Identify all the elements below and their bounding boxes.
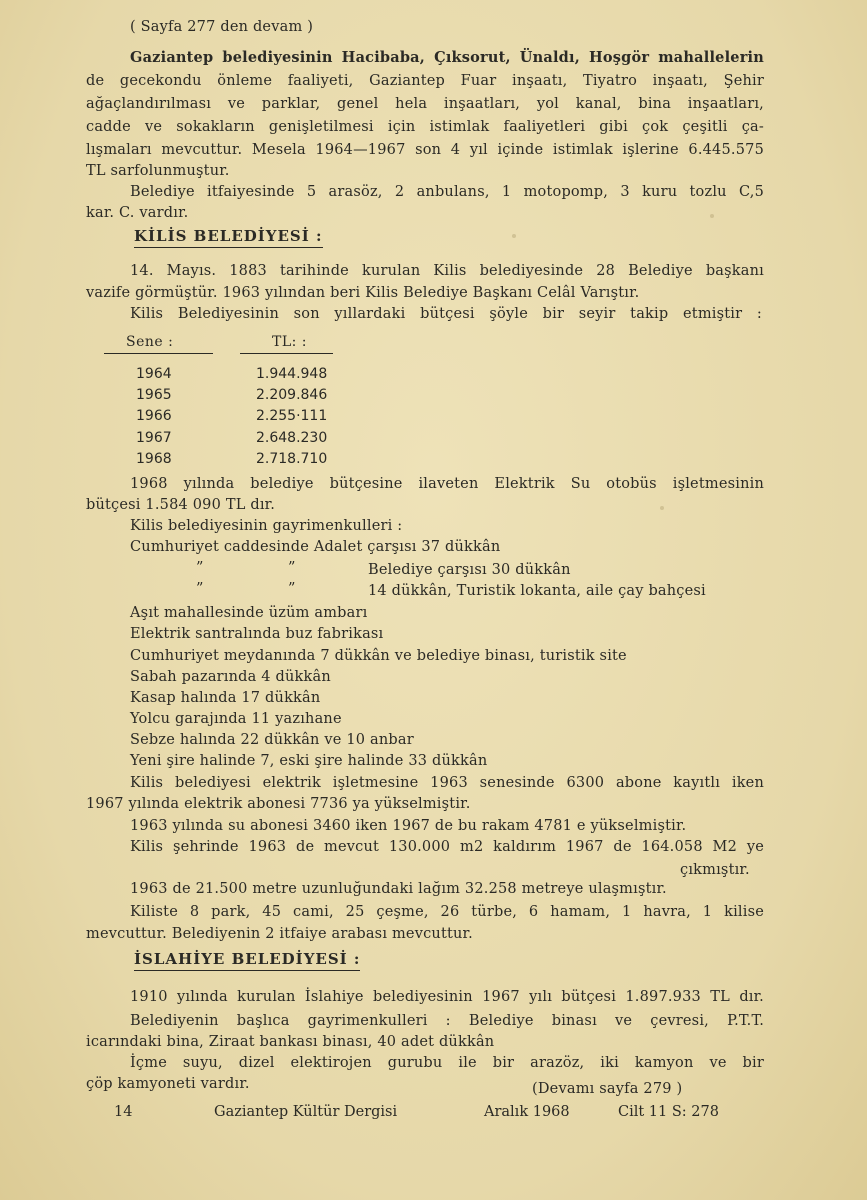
parks-line: Kiliste 8 park, 45 cami, 25 çeşme, 26 türbe, 6 hamam, 1 havra, 1 kilise <box>130 904 764 920</box>
paper-speck <box>512 234 516 238</box>
table-cell-amount: 2.718.710 <box>256 451 328 467</box>
islahiye-estate-line: Belediyenin başlıca gayrimenkulleri : Belediye binası ve çevresi, P.T.T. <box>130 1013 764 1029</box>
table-header-year: Sene : <box>126 334 173 350</box>
issue-date: Aralık 1968 <box>484 1104 570 1120</box>
paper-speck <box>710 214 714 218</box>
bus-budget-line: bütçesi 1.584 090 TL dır. <box>86 497 276 513</box>
kilis-intro-line: Kilis Belediyesinin son yıllardaki bütçesi şöyle bir seyir takip etmiştir : <box>130 306 762 322</box>
paragraph-line: Gaziantep belediyesinin Hacibaba, Çıksorut, Ünaldı, Hoşgör mahallelerin <box>130 49 764 66</box>
kilis-intro-line: vazife görmüştür. 1963 yılından beri Kilis Belediye Başkanı Celâl Varıştır. <box>86 285 640 301</box>
continued-on-note: (Devamı sayfa 279 ) <box>532 1081 683 1097</box>
section-heading-islahiye: İSLAHİYE BELEDİYESİ : <box>134 950 360 968</box>
estate-item: 14 dükkân, Turistik lokanta, aile çay bahçesi <box>368 583 706 599</box>
islahiye-estate-line: icarındaki bina, Ziraat bankası binası, 40 adet dükkân <box>86 1034 495 1050</box>
paper-speck <box>660 506 664 510</box>
kilis-intro-line: 14. Mayıs. 1883 tarihinde kurulan Kilis belediyesinde 28 Belediye başkanı <box>130 263 764 279</box>
estate-item: Yeni şire halinde 7, eski şire halinde 33 dükkân <box>130 753 488 769</box>
table-cell-year: 1967 <box>136 430 172 446</box>
pavement-line: Kilis şehrinde 1963 de mevcut 130.000 m2 kaldırım 1967 de 164.058 M2 ye <box>130 839 764 855</box>
water-line: 1963 yılında su abonesi 3460 iken 1967 de bu rakam 4781 e yükselmiştir. <box>130 818 687 834</box>
electric-line: 1967 yılında elektrik abonesi 7736 ya yükselmiştir. <box>86 796 471 812</box>
pavement-line: çıkmıştır. <box>680 862 750 878</box>
page-number: 14 <box>114 1104 133 1120</box>
paragraph-line: lışmaları mevcuttur. Mesela 1964—1967 son 4 yıl içinde istimlak işlerine 6.445.575 <box>86 142 764 158</box>
volume-issue: Cilt 11 S: 278 <box>618 1104 719 1120</box>
estate-item: Sebze halında 22 dükkân ve 10 anbar <box>130 732 414 748</box>
table-cell-year: 1965 <box>136 387 172 403</box>
table-cell-year: 1968 <box>136 451 172 467</box>
estate-item: Cumhuriyet meydanında 7 dükkân ve belediye binası, turistik site <box>130 648 627 664</box>
estate-item: Aşıt mahallesinde üzüm ambarı <box>130 605 368 621</box>
paragraph-line: TL sarfolunmuştur. <box>86 163 230 179</box>
paragraph-line: ağaçlandırılması ve parklar, genel hela inşaatları, yol kanal, bina inşaatları, <box>86 96 764 112</box>
table-cell-amount: 1.944.948 <box>256 366 328 382</box>
ditto-mark: ” <box>196 581 204 597</box>
table-cell-amount: 2.648.230 <box>256 430 328 446</box>
ditto-mark: ” <box>288 581 296 597</box>
table-header-amount: TL: : <box>272 334 307 350</box>
ditto-mark: ” <box>288 560 296 576</box>
ditto-mark: ” <box>196 560 204 576</box>
bus-budget-line: 1968 yılında belediye bütçesine ilaveten Elektrik Su otobüs işletmesinin <box>130 476 764 492</box>
fire-dept-line: kar. C. vardır. <box>86 205 189 221</box>
table-cell-year: 1964 <box>136 366 172 382</box>
estate-item: Yolcu garajında 11 yazıhane <box>130 711 342 727</box>
parks-line: mevcuttur. Belediyenin 2 itfaiye arabası mevcuttur. <box>86 926 473 942</box>
paragraph-line: cadde ve sokakların genişletilmesi için istimlak faaliyetleri gibi çok çeşitli ça- <box>86 119 764 135</box>
table-cell-amount: 2.255·111 <box>256 408 328 424</box>
paragraph-line: de gecekondu önleme faaliyeti, Gaziantep Fuar inşaatı, Tiyatro inşaatı, Şehir <box>86 73 764 89</box>
electric-line: Kilis belediyesi elektrik işletmesine 1963 senesinde 6300 abone kayıtlı iken <box>130 775 764 791</box>
fire-dept-line: Belediye itfaiyesinde 5 arasöz, 2 anbulans, 1 motopomp, 3 kuru tozlu C,5 <box>130 184 764 200</box>
sewer-line: 1963 de 21.500 metre uzunluğundaki lağım 32.258 metreye ulaşmıştır. <box>130 881 667 897</box>
estate-item: Sabah pazarında 4 dükkân <box>130 669 331 685</box>
islahiye-water-line: İçme suyu, dizel elektirojen gurubu ile bir arazöz, iki kamyon ve bir <box>130 1055 764 1071</box>
table-cell-amount: 2.209.846 <box>256 387 328 403</box>
continued-from-note: ( Sayfa 277 den devam ) <box>130 19 314 35</box>
islahiye-water-line: çöp kamyoneti vardır. <box>86 1076 250 1092</box>
estate-item: Cumhuriyet caddesinde Adalet çarşısı 37 dükkân <box>130 539 501 555</box>
islahiye-budget-line: 1910 yılında kurulan İslahiye belediyesinin 1967 yılı bütçesi 1.897.933 TL dır. <box>130 989 764 1005</box>
estate-item: Elektrik santralında buz fabrikası <box>130 626 384 642</box>
journal-title: Gaziantep Kültür Dergisi <box>214 1104 398 1120</box>
table-cell-year: 1966 <box>136 408 172 424</box>
estate-item: Belediye çarşısı 30 dükkân <box>368 562 571 578</box>
section-heading-kilis: KİLİS BELEDİYESİ : <box>134 227 323 245</box>
estate-title: Kilis belediyesinin gayrimenkulleri : <box>130 518 403 534</box>
estate-item: Kasap halında 17 dükkân <box>130 690 321 706</box>
